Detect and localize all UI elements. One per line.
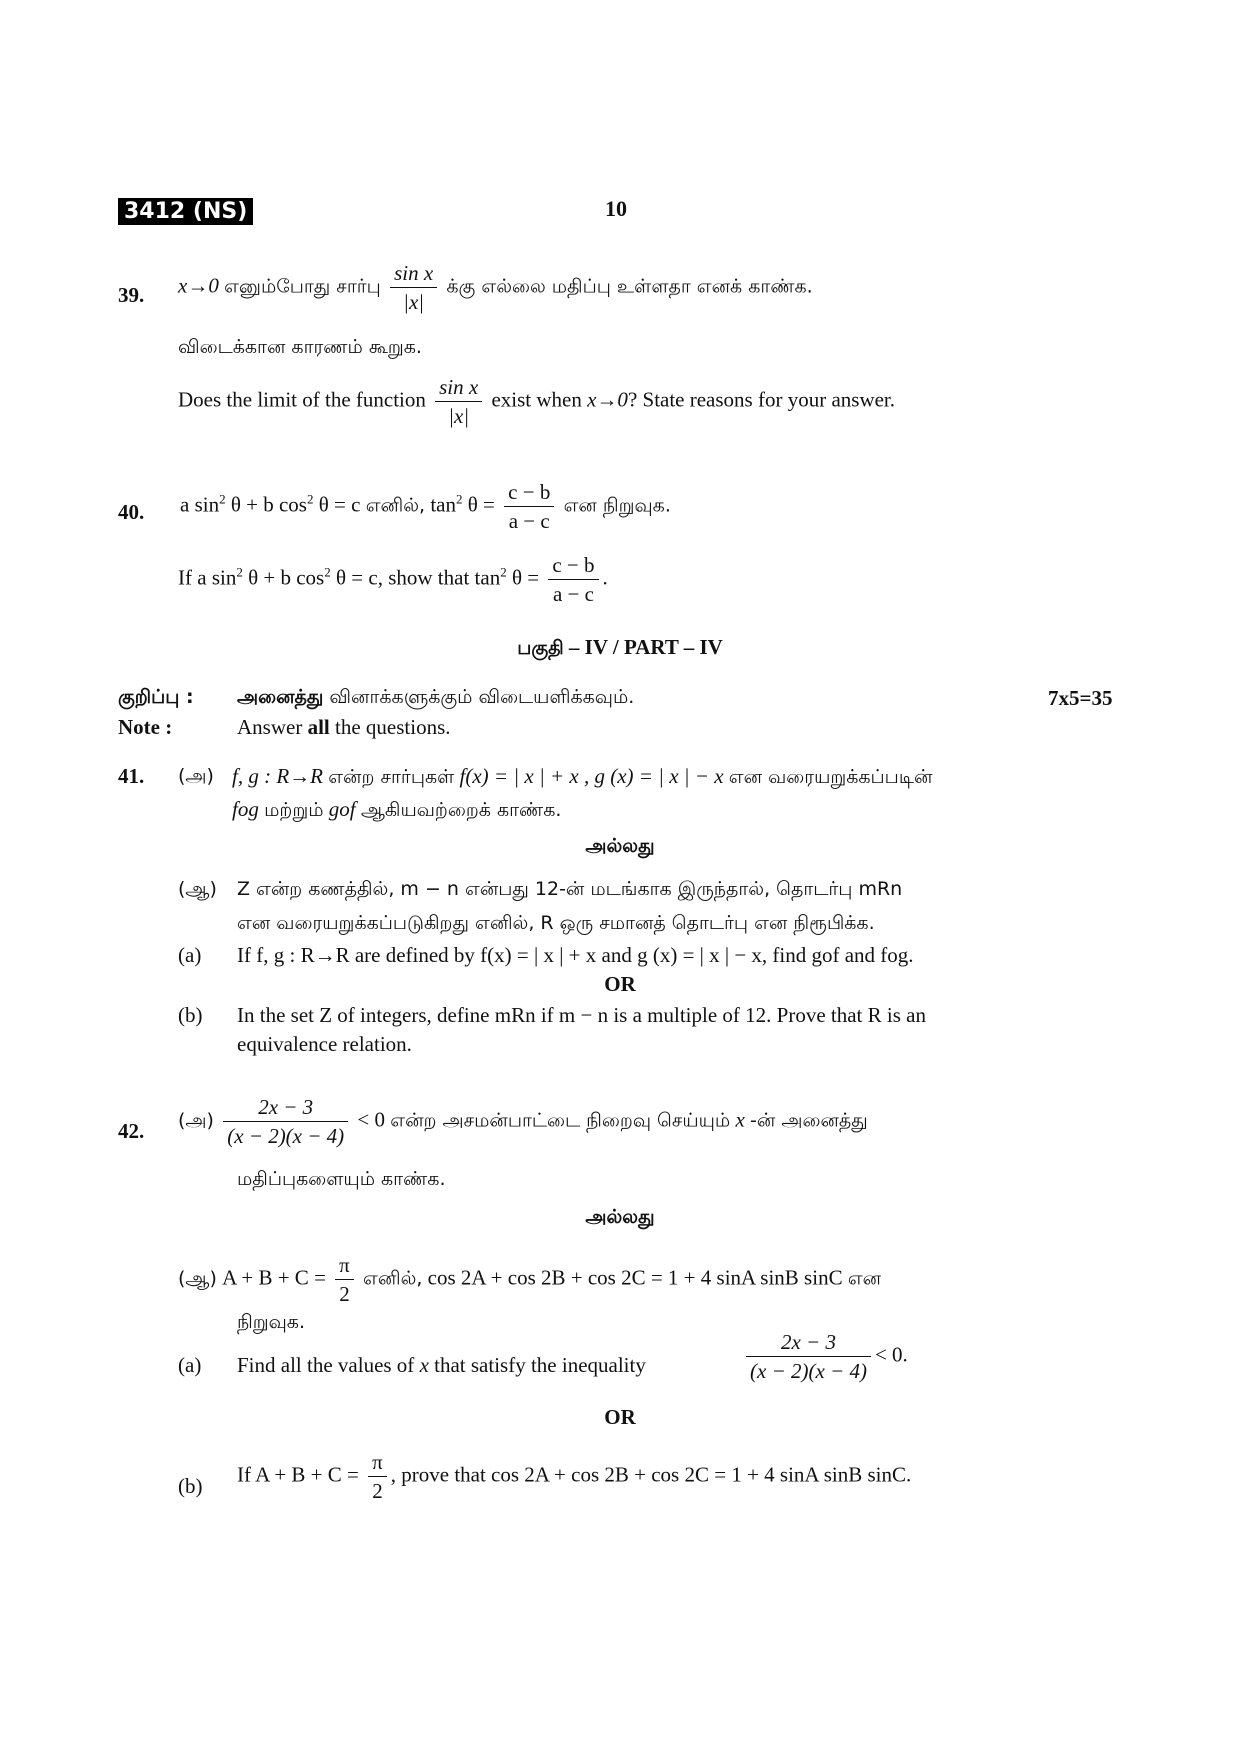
question-number-39: 39.: [118, 283, 145, 307]
q41-en-b-line2: equivalence relation.: [237, 1032, 412, 1056]
q42-en-x: x: [419, 1353, 429, 1377]
part-heading: [0, 635, 1240, 662]
question-number-41: 41.: [118, 764, 145, 788]
q40-en-fraction: [548, 553, 598, 606]
q40-expr: a sin: [197, 565, 237, 590]
q42-tamil-2: -ன் அனைத்து: [750, 1109, 868, 1132]
q42-en-fraction: [746, 1330, 871, 1383]
fraction-numerator: π: [368, 1450, 387, 1477]
fraction-denominator: 2: [339, 1282, 350, 1307]
q41-math: f, g : R→R: [232, 764, 323, 788]
superscript: 2: [219, 491, 226, 507]
fraction-denominator: a − c: [552, 582, 594, 607]
q42-b-identity: cos 2A + cos 2B + cos 2C = 1 + 4 sinA sinB sinC: [427, 1265, 843, 1290]
q42-a-line2: மதிப்புகளையும் காண்க.: [237, 1168, 446, 1190]
q40-en-show: , show that: [377, 565, 470, 590]
superscript: 2: [236, 564, 243, 580]
q39-tamil-line2: விடைக்கான காரணம் கூறுக.: [178, 336, 422, 358]
superscript: 2: [324, 564, 331, 580]
q41-b-line2: என வரையறுக்கப்படுகிறது எனில், R ஒரு சமானத் தொடர்பு என நிரூபிக்க.: [237, 912, 875, 934]
q39-en-text-3: ? State reasons for your answer.: [627, 387, 896, 412]
note-en-text-2: the questions.: [335, 715, 451, 739]
or-en-41: OR: [604, 972, 636, 996]
q40-expr: θ + b cos: [230, 492, 307, 517]
note-text-tamil: [237, 686, 634, 711]
fraction-numerator: c − b: [504, 480, 554, 507]
q42-fraction: [223, 1095, 348, 1148]
paper-code-badge: 3412 (NS): [118, 198, 253, 225]
q42-b-line2: நிறுவுக.: [237, 1311, 305, 1333]
q42-en-b-label: (b): [178, 1474, 203, 1498]
fraction-numerator: 2x − 3: [223, 1095, 348, 1122]
q42-en-text-2: that satisfy the inequality: [434, 1353, 646, 1377]
q40-english: [178, 553, 608, 606]
q40-tamil-prove: என நிறுவுக.: [563, 494, 671, 517]
fraction-numerator: 2x − 3: [746, 1330, 871, 1357]
q40-tan: tan: [430, 492, 456, 517]
part-title-tamil: பகுதி: [517, 637, 564, 659]
q40-expr: a sin: [180, 492, 220, 517]
q39-tamil-line1: [178, 261, 813, 314]
q42-en-text: Find all the values of: [237, 1353, 415, 1377]
fraction-numerator: c − b: [548, 553, 598, 580]
note-label-en: Note :: [118, 715, 173, 739]
q40-fraction: [504, 480, 554, 533]
q42-en-b-pi-fraction: [368, 1450, 387, 1503]
q40-expr: θ =: [467, 492, 495, 517]
q41-a-label: (அ): [178, 765, 214, 787]
q39-tamil-text-2: க்கு எல்லை மதிப்பு உள்ளதா எனக் காண்க.: [446, 275, 813, 298]
part-title-en: – IV / PART – IV: [563, 635, 723, 659]
q41-tamil: என்ற சார்புகள்: [328, 766, 455, 788]
q42-b-tamil-if: எனில்,: [363, 1267, 423, 1290]
q39-en-text-2: exist when: [491, 387, 582, 412]
fraction-denominator: (x − 2)(x − 4): [227, 1124, 345, 1149]
q40-tamil-if: எனில்,: [365, 494, 426, 517]
q41-and: மற்றும்: [264, 799, 324, 821]
note-text-en: [237, 715, 451, 740]
q39-en-fraction: [435, 375, 482, 428]
q41-tamil-2: என வரையறுக்கப்படின்: [728, 766, 933, 788]
q40-expr: θ = c: [318, 492, 361, 517]
q42-en-b-if: If A + B + C =: [237, 1462, 359, 1487]
q39-limit-expr: x→0: [178, 273, 219, 298]
q40-en-end: .: [602, 565, 608, 590]
marks-label: 7x5=35: [1048, 686, 1113, 710]
q42-en-b: [237, 1450, 911, 1503]
q40-tamil: [180, 480, 671, 533]
q41-a-line2: [232, 797, 561, 824]
fraction-denominator: (x − 2)(x − 4): [750, 1359, 867, 1384]
q42-en-a-fraction-wrap: [742, 1330, 908, 1383]
fraction-numerator: π: [335, 1253, 354, 1280]
q41-gof: gof: [328, 797, 356, 821]
q41-b-label: (ஆ): [178, 878, 217, 900]
q39-en-text: Does the limit of the function: [178, 387, 426, 412]
q42-en-a: [237, 1353, 646, 1378]
or-tamil-42: அல்லது: [585, 1206, 655, 1228]
q39-english: [178, 375, 895, 428]
q42-b-pi-fraction: [335, 1253, 354, 1306]
superscript: 2: [456, 491, 463, 507]
q42-a-label: (அ): [178, 1109, 214, 1132]
q40-expr: θ + b cos: [248, 565, 325, 590]
q40-en-if: If: [178, 565, 192, 590]
note-en-bold: all: [307, 715, 330, 739]
q41-en-b-label: (b): [178, 1003, 203, 1027]
or-tamil-41: அல்லது: [585, 835, 655, 857]
note-tamil-text: வினாக்களுக்கும் விடையளிக்கவும்.: [329, 686, 635, 708]
fraction-numerator: sin x: [390, 261, 437, 288]
q42-x: x: [735, 1107, 745, 1132]
q40-expr: θ = c: [335, 565, 378, 590]
q42-en-b-rest: , prove that cos 2A + cos 2B + cos 2C = 1 + 4 sinA sinB sinC.: [390, 1462, 912, 1487]
q39-en-limit: x→0: [587, 387, 628, 412]
fraction-denominator: |x|: [448, 404, 470, 429]
q40-tan: tan: [474, 565, 501, 590]
fraction-denominator: 2: [372, 1479, 383, 1504]
note-bold-tamil: அனைத்து: [237, 686, 324, 708]
fraction-denominator: a − c: [508, 509, 550, 534]
q42-b-label: (ஆ): [178, 1267, 217, 1290]
note-label-tamil: குறிப்பு :: [118, 686, 194, 708]
q42-en-a-label: (a): [178, 1353, 202, 1377]
q42-b-line1: [178, 1253, 881, 1306]
q42-en-end: < 0.: [874, 1342, 908, 1367]
q42-b-lhs: A + B + C =: [222, 1265, 326, 1290]
q42-ineq: < 0: [357, 1107, 386, 1132]
q42-b-tamil-prove: என: [847, 1267, 882, 1290]
question-number-42: 42.: [118, 1119, 145, 1143]
page-number: 10: [605, 196, 627, 221]
q42-a-line1: [178, 1095, 868, 1148]
fraction-numerator: sin x: [435, 375, 482, 402]
q41-a-line1: [232, 764, 932, 791]
superscript: 2: [500, 564, 507, 580]
q41-functions: f(x) = | x | + x , g (x) = | x | − x: [459, 764, 724, 788]
or-en-42: OR: [604, 1405, 636, 1429]
q40-expr: θ =: [511, 565, 540, 590]
note-en-text: Answer: [237, 715, 303, 739]
q42-tamil: என்ற அசமன்பாட்டை நிறைவு செய்யும்: [390, 1109, 731, 1132]
q41-b-line1: Z என்ற கணத்தில், m − n என்பது 12-ன் மடங்காக இருந்தால், தொடர்பு mRn: [237, 878, 903, 900]
q41-en-a-label: (a): [178, 943, 202, 967]
q41-en-a-text: If f, g : R→R are defined by f(x) = | x | + x and g (x) = | x | − x, find gof and fog.: [237, 943, 914, 967]
q41-rest: ஆகியவற்றைக் காண்க.: [360, 799, 562, 821]
question-number-40: 40.: [118, 500, 145, 524]
q39-tamil-text: எனும்போது சார்பு: [224, 275, 381, 298]
q41-en-b-line1: In the set Z of integers, define mRn if m − n is a multiple of 12. Prove that R is an: [237, 1003, 926, 1027]
superscript: 2: [306, 491, 314, 507]
q39-fraction: [390, 261, 437, 314]
fraction-denominator: |x|: [403, 290, 425, 315]
q41-fog: fog: [232, 797, 259, 821]
